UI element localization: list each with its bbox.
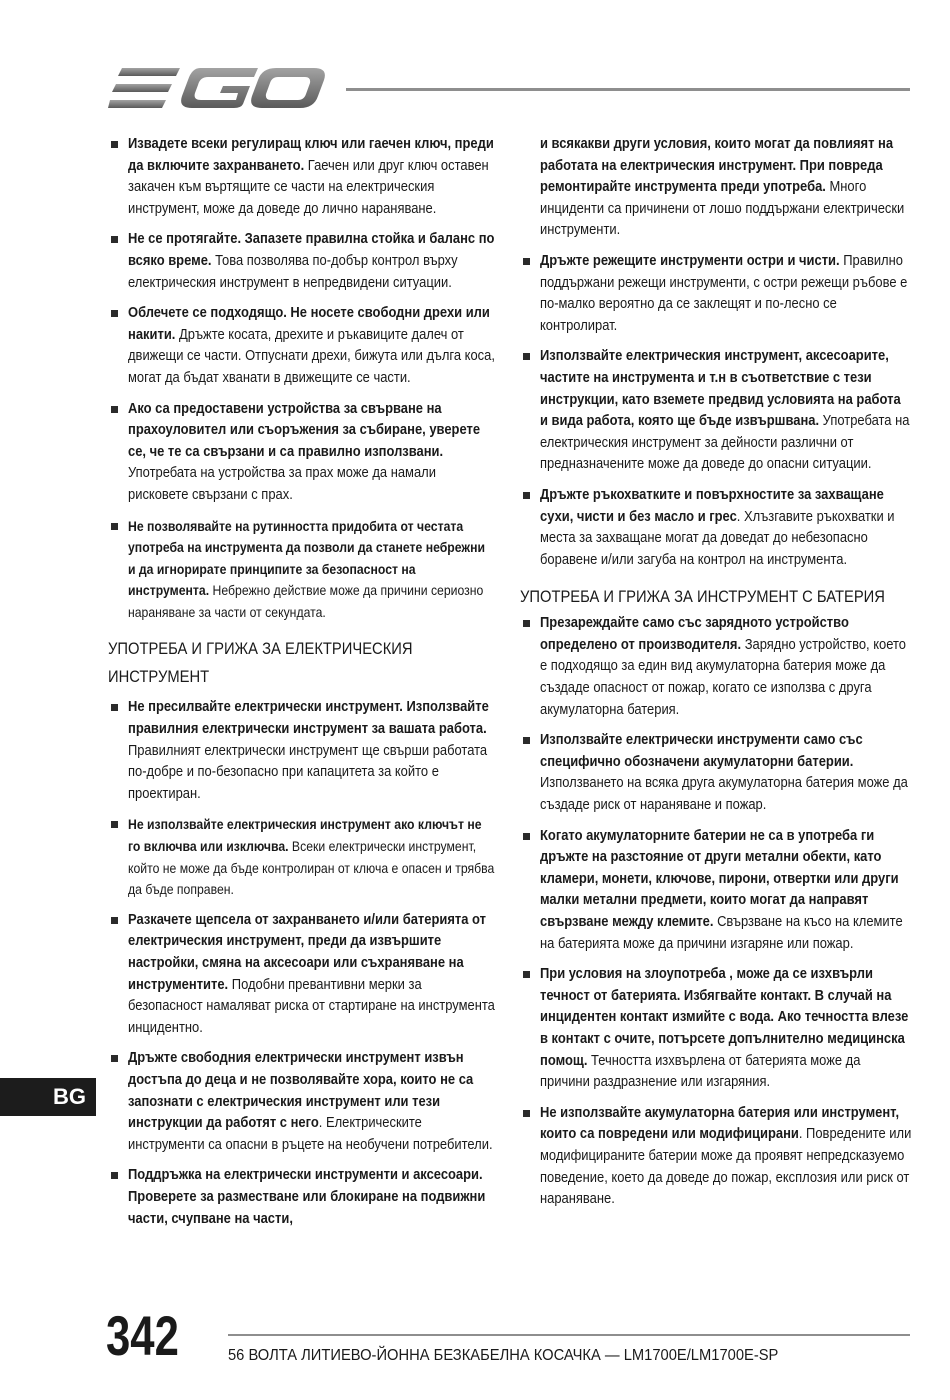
power-tool-care-list: [108, 697, 496, 1230]
bullet-square-icon: [111, 523, 118, 530]
header-rule: [346, 88, 910, 91]
section-heading-battery-tool-use: УПОТРЕБА И ГРИЖА ЗА ИНСТРУМЕНТ С БАТЕРИЯ: [520, 588, 885, 607]
list-item: [520, 251, 912, 337]
item-bold-text: Извадете всеки регулиращ ключ или гаечен ключ, преди да включите захранването.: [128, 136, 494, 174]
right-column: [520, 134, 912, 1220]
battery-tool-list: [520, 613, 912, 1210]
item-bold-text: Използвайте електрическия инструмент, аксесоарите, частите на инструмента и т.н в съответствие с тези инструкции, като вземете предвид условията на работа и вида работа, която ще бъде извършвана.: [540, 348, 901, 430]
list-item: [520, 346, 912, 476]
bullet-square-icon: [523, 1110, 530, 1117]
item-bold-text: Дръжте ръкохватките и повърхностите за захващане сухи, чисти и без масло и грес: [540, 486, 884, 525]
continued-list-item: [520, 134, 912, 242]
item-bold-text: Не използвайте акумулаторна батерия или инструмент, които са повредени или модифицирани: [540, 1104, 900, 1143]
item-bold-text: Използвайте електрически инструменти само със специфично обозначени акумулаторни батерии.: [540, 732, 863, 770]
language-tab: BG: [0, 1078, 96, 1116]
item-text: Всеки електрически инструмент, който не може да бъде контролиран от ключа е опасен и трябва да бъде поправен.: [128, 839, 495, 898]
ego-logo: [108, 62, 326, 114]
item-bold-text: Когато акумулаторните батерии не са в употреба ги дръжте на разстояние от други метални обекти, като кламери, монети, ключове, пирони, отвертки или други малки метални предмети, които могат да направят свързване между клемите.: [540, 827, 899, 930]
item-bold-text: Презареждайте само със зарядното устройство определено от производителя.: [540, 615, 849, 653]
item-text: Правилният електрически инструмент ще свърши работата по-добре и по-безопасно при капацитета за който е проектиран.: [128, 742, 488, 802]
item-text: Дръжте косата, дрехите и ръкавиците далеч от движещи се части. Отпуснати дрехи, бижута или дълга коса, могат да бъдат хванати в движещите се части.: [128, 326, 495, 386]
list-item: [520, 964, 912, 1094]
item-text: Зарядно устройство, което е подходящо за един вид акумулаторна батерия може да създаде опасност от пожар, когато се използва с друга акумулаторна батерия.: [540, 636, 907, 718]
bullet-square-icon: [111, 141, 118, 148]
item-bold-text: Ако са предоставени устройства за свърване на прахоуловител или съоръжения за събиране, уверете се, че те са свързани и са правилно използвани.: [128, 400, 481, 460]
tool-care-list: [520, 251, 912, 571]
item-text: Свързване на късо на клемите на батерията може да причини изгаряне или пожар.: [540, 914, 903, 952]
list-item: [520, 613, 912, 721]
bullet-square-icon: [523, 833, 530, 840]
list-item: [108, 399, 496, 507]
item-bold-text: Дръжте свободния електрически инструмент извън достъпа до деца и не позволявайте хора, които не са запознати с електрическия инструмент или тези инструкции да работят с него: [128, 1050, 474, 1132]
page-number: 342: [106, 1304, 179, 1367]
item-text: Употребата на електрическия инструмент за дейности различни от предназначените може да доведе до опасни ситуации.: [540, 413, 910, 473]
item-text: Гаечен или друг ключ оставен закачен към въртящите се части на електрическия инструмент, може да доведе до лично нараняване.: [128, 157, 489, 217]
bullet-square-icon: [523, 258, 530, 265]
item-text: Употребата на устройства за прах може да намали рисковете свързани с прах.: [128, 465, 436, 503]
left-column: [108, 134, 496, 1239]
item-bold-text: Разкачете щепсела от захранването и/или батерията от електрическия инструмент, преди да извършите настройки, смяна на аксесоари или съхраняване на инструментите.: [128, 911, 486, 993]
item-text: . Повредените или модифицираните батерии може да проявят непредсказуемо поведение, което да доведе до пожар, експлозия или риск от нараняване.: [540, 1126, 912, 1208]
list-item: [108, 697, 496, 805]
item-text: Това позволява по-добър контрол върху електрическия инструмент в непредвидени ситуации.: [128, 252, 458, 291]
item-text: Небрежно действие може да причини сериозно нараняване за части от секундата.: [128, 583, 484, 620]
item-bold-text: Не се протягайте. Запазете правилна стойка и баланс по всяко време.: [128, 231, 495, 269]
list-item: [108, 1165, 496, 1230]
list-item: [108, 516, 496, 624]
item-bold-text: Поддръжка на електрически инструменти и аксесоари. Проверете за разместване или блокиране на подвижни части, счупване на части,: [128, 1167, 486, 1227]
section-heading-power-tool-use: УПОТРЕБА И ГРИЖА ЗА ЕЛЕКТРИЧЕСКИЯ ИНСТРУМЕНТ: [108, 640, 413, 687]
footer-title: 56 ВОЛТА ЛИТИЕВО-ЙОННА БЕЗКАБЕЛНА КОСАЧКА — LM1700E/LM1700E-SP: [228, 1347, 779, 1364]
item-text: Течността изхвърлена от батерията може да причини раздразнение или изгаряния.: [540, 1052, 861, 1091]
bullet-square-icon: [111, 406, 118, 413]
item-bold-text: Не позволявайте на рутинността придобита от честата употреба на инструмента да позволи да станете небрежни и да игнорирате принципите за безопасност на инструмента.: [128, 518, 485, 599]
item-text: Много инциденти са причинени от лошо поддържани електрически инструменти.: [540, 179, 905, 239]
bullet-square-icon: [111, 821, 118, 828]
bullet-square-icon: [523, 620, 530, 627]
item-text: Подобни превантивни мерки за безопасност намаляват риска от стартиране на инструмента инцидентно.: [128, 976, 495, 1036]
list-item: [108, 1048, 496, 1156]
item-text: Правилно поддържани режещи инструменти, с остри режещи ръбове е по-малко вероятно да се заклещят и по-лесно се контролират.: [540, 252, 908, 334]
list-item: [108, 910, 496, 1040]
bullet-square-icon: [111, 704, 118, 711]
bullet-square-icon: [111, 1172, 118, 1179]
item-bold-text: Не пресилвайте електрически инструмент. Използвайте правилния електрически инструмент за вашата работа.: [128, 699, 489, 738]
bullet-square-icon: [111, 310, 118, 317]
list-item: [520, 730, 912, 816]
item-bold-text: Облечете се подходящо. Не носете свободни дрехи или накити.: [128, 305, 490, 343]
item-bold-text: Не използвайте електрическия инструмент ако ключът не го включва или изключва.: [128, 817, 482, 855]
item-bold-text: При условия на злоупотреба , може да се изхвърли течност от батерията. Избягвайте контакт. В случай на инцидентен контакт измийте с вода. Ако течността влезе в контакт с очите, потърсете допълнително медицинска помощ.: [540, 966, 909, 1069]
footer-rule: [228, 1334, 910, 1336]
bullet-square-icon: [111, 1055, 118, 1062]
safety-list: [108, 134, 496, 623]
list-item: [108, 229, 496, 294]
bullet-square-icon: [523, 492, 530, 499]
bullet-square-icon: [523, 737, 530, 744]
bullet-square-icon: [111, 236, 118, 243]
bullet-square-icon: [523, 353, 530, 360]
list-item: [520, 1103, 912, 1211]
bullet-square-icon: [523, 971, 530, 978]
list-item: [520, 485, 912, 571]
list-item: [108, 134, 496, 220]
item-text: Използването на всяка друга акумулаторна батерия може да създаде риск от нараняване и пожар.: [540, 775, 908, 814]
item-text: . Електрическите инструменти са опасни в ръцете на необучени потребители.: [128, 1115, 493, 1153]
item-text: . Хлъзгавите ръкохватки и места за захващане могат да доведат до небезопасно боравене и/или загуба на контрол на инструмента.: [540, 508, 895, 568]
item-bold-text: и всякакви други условия, които могат да повлияят на работата на електрическия инструмент. При повреда ремонтирайте инструмента преди употреба.: [540, 136, 894, 196]
list-item: [108, 814, 496, 900]
item-bold-text: Дръжте режещите инструменти остри и чисти.: [540, 252, 840, 269]
bullet-square-icon: [111, 917, 118, 924]
list-item: [520, 826, 912, 956]
list-item: [108, 303, 496, 389]
